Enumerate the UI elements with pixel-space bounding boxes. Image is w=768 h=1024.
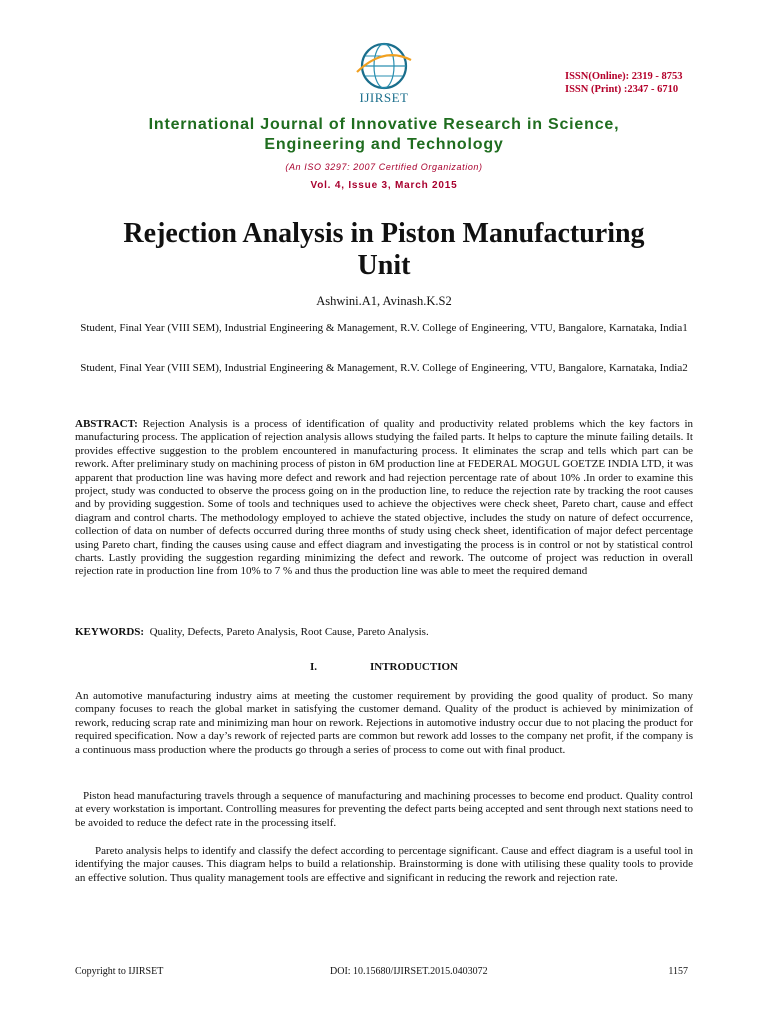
paper-title — [60, 218, 708, 282]
authors: Ashwini.A1, Avinash.K.S2 — [316, 294, 452, 308]
globe-icon — [345, 42, 423, 90]
section-heading — [0, 661, 768, 673]
intro-paragraph-2: Piston head manufacturing travels through a sequence of manufacturing and machining processes to become end product. Quality control at every workstation is important. Controlling measures for preventing the defect parts being accepted and sent through next stations need to be avoided to reduce the defect rate in the processing itself. — [75, 790, 693, 829]
abstract-text: Rejection Analysis is a process of identification of quality and productivity related problems which the key factors in manufacturing process. The application of rejection analysis allows studying the failed parts. It helps to capture the minute failing details. It provides effective suggestion to the problem encountered in manufacturing process. It eliminates the scrap and tells which part can be rework. After preliminary study on machining process of piston in 6M production line at FEDERAL MOGUL GOETZE INDIA LTD, it was apparent that production line was having more defect and rework and had rejection percentage rate of about 10% .In order to examine this project, study was conducted to observe the process going on in the production line, to reduce the rejection rate by tracking the root causes and by providing suggestion. Some of tools and techniques used to achieve the objectives were check sheet, Pareto chart, cause and effect diagram and control charts. The methodology employed to achieve the stated objective, includes the study on nature of defect occurrence, collection of data on number of defects occurred during three months of study using check sheet, identification of major defect percentage using Pareto chart, finding the causes using cause and effect diagram and investigating the process is in control or not by statistical control charts. Lastly providing the suggestion regarding minimizing the defect and rework. The outcome of project was reduction in overall rejection rate in production line from 10% to 7 % and thus the production line was able to meet the required demand — [75, 418, 694, 578]
title-line1: Rejection Analysis in Piston Manufacturing — [123, 218, 645, 249]
iso-certification: (An ISO 3297: 2007 Certified Organization) — [285, 162, 483, 172]
title-line2: Unit — [357, 250, 411, 281]
volume-issue: Vol. 4, Issue 3, March 2015 — [310, 180, 458, 191]
issn-print: ISSN (Print) :2347 - 6710 — [565, 84, 679, 95]
intro-paragraph-3: Pareto analysis helps to identify and classify the defect according to percentage significant. Cause and effect diagram is a useful tool in identifying the major causes. This diagram helps to build a relationship. Brainstorming is done with utilising these quality tools to provide an effective solution. Thus quality management tools are effective and significant in reducing the rework and rejection rate. — [75, 845, 693, 884]
section-title: INTRODUCTION — [369, 661, 458, 673]
journal-logo — [345, 42, 423, 108]
keywords — [75, 626, 693, 639]
issn-online: ISSN(Online): 2319 - 8753 — [565, 71, 683, 82]
affiliation-2: Student, Final Year (VIII SEM), Industrial Engineering & Management, R.V. College of Engineering, VTU, Bangalore, Karnataka, India2 — [80, 362, 688, 374]
issn-block — [565, 70, 683, 96]
abstract — [75, 418, 693, 579]
section-number: I. — [309, 661, 318, 673]
footer-page-number: 1157 — [668, 966, 688, 977]
intro-paragraph-1: An automotive manufacturing industry aims at meeting the customer requirement by providing the good quality of product. So many company focuses to reach the global market in satisfying the customer demand. Quality of the product is achieved by minimization of rework, reducing scrap rate and minimizing man hour on rework. Rejections in automotive industry occur due to not placing the product for required specification. Now a day’s rework of rejected parts are common but rework add losses to the company net profit, if the company is a continuous mass production where the products go through a series of process to come out with final product. — [75, 690, 693, 756]
journal-name-line1: International Journal of Innovative Research in Science, — [148, 116, 620, 133]
abstract-label: ABSTRACT: — [75, 418, 138, 430]
footer-doi: DOI: 10.15680/IJIRSET.2015.0403072 — [330, 966, 488, 977]
journal-name-line2: Engineering and Technology — [264, 136, 504, 153]
keywords-label: KEYWORDS: — [75, 626, 145, 638]
logo-text: IJIRSET — [359, 90, 409, 105]
footer-copyright: Copyright to IJIRSET — [75, 966, 164, 977]
keywords-text: Quality, Defects, Pareto Analysis, Root Cause, Pareto Analysis. — [149, 626, 429, 638]
affiliation-1: Student, Final Year (VIII SEM), Industrial Engineering & Management, R.V. College of Engineering, VTU, Bangalore, Karnataka, India1 — [80, 322, 688, 334]
